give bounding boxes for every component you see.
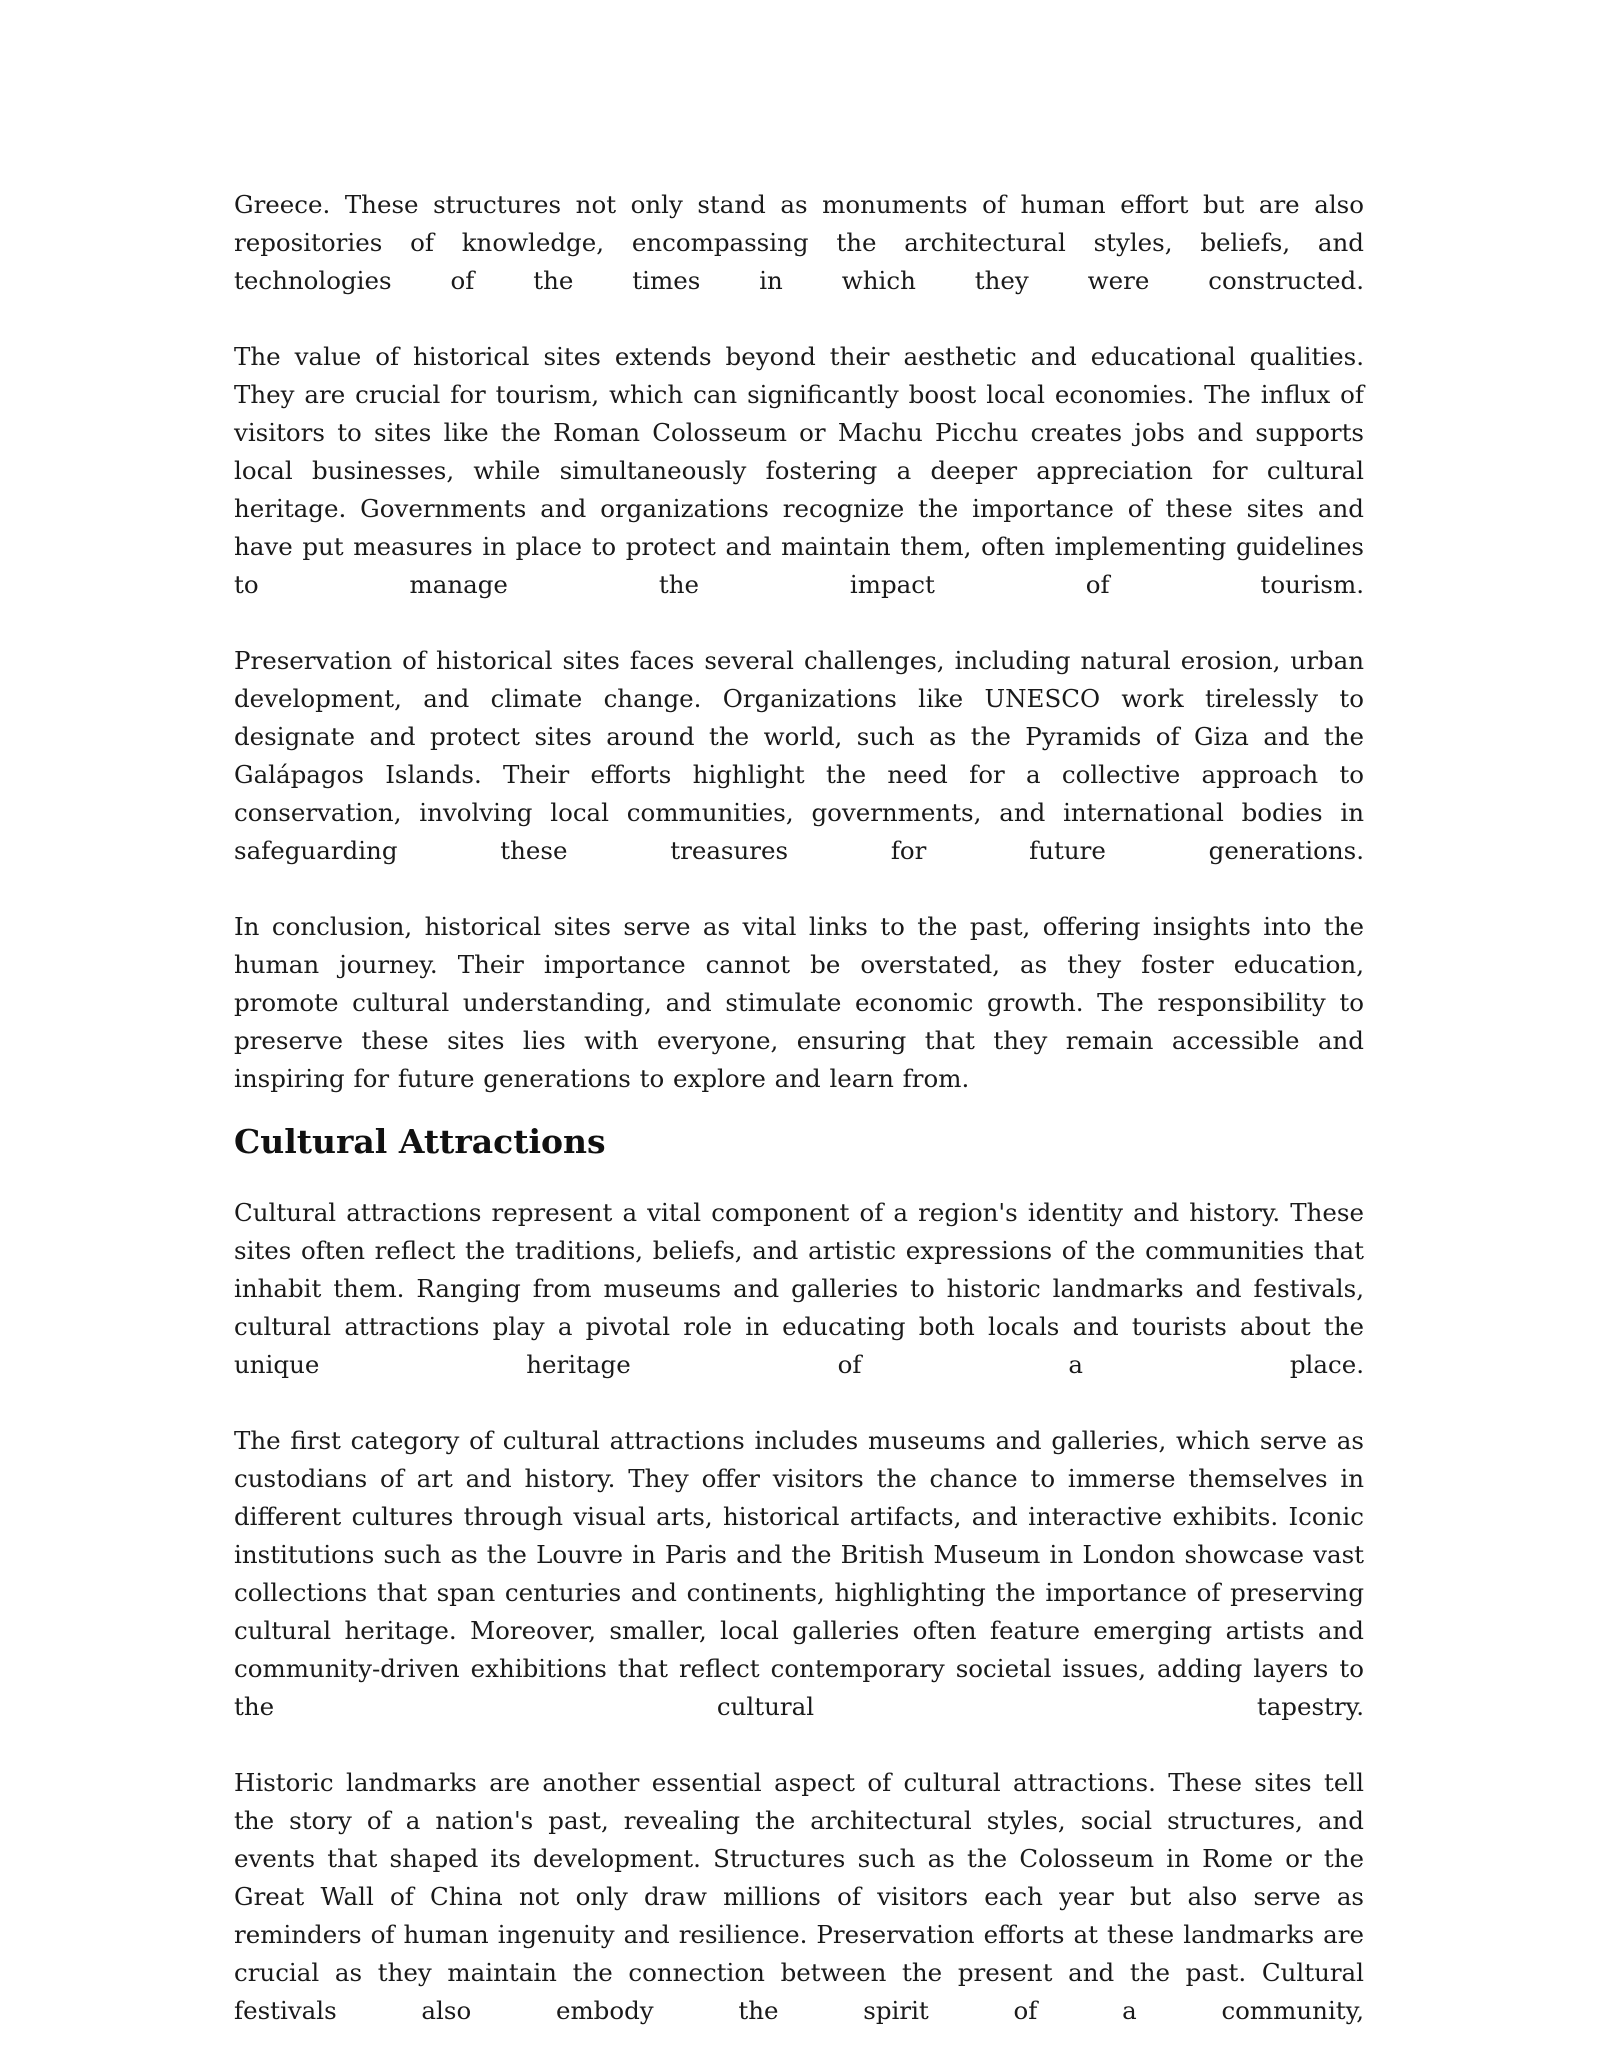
paragraph-historic-landmarks: Historic landmarks are another essential aspect of cultural attractions. These sites tell the story of a nation's past, revealing the architectural styles, social structures, and events that shaped its development. Structures such as the Colosseum in Rome or the Great Wall of China not only draw millions of visitors each year but also serve as reminders of human ingenuity and resilience. Preservation efforts at these landmarks are crucial as they maintain the connection between the present and the past. Cultural festivals also embody the spirit of a community,: [234, 1768, 1364, 2025]
paragraph-preservation: Preservation of historical sites faces several challenges, including natural erosion, urban development, and climate change. Organizations like UNESCO work tirelessly to designate and protect sites around the world, such as the Pyramids of Giza and the Galápagos Islands. Their efforts highlight the need for a collective approach to conservation, involving local communities, governments, and international bodies in safeguarding these treasures for future generations.: [234, 646, 1364, 865]
paragraph-greece-structures: Greece. These structures not only stand as monuments of human effort but are also repositories of knowledge, encompassing the architectural styles, beliefs, and technologies of the times in which they were constructed.: [234, 190, 1364, 295]
paragraph-conclusion: In conclusion, historical sites serve as vital links to the past, offering insights into the human journey. Their importance cannot be overstated, as they foster education, promote cultural understanding, and stimulate economic growth. The responsibility to preserve these sites lies with everyone, ensuring that they remain accessible and inspiring for future generations to explore and learn from.: [234, 912, 1364, 1093]
paragraph-value-of-sites: The value of historical sites extends beyond their aesthetic and educational qualities. They are crucial for tourism, which can significantly boost local economies. The influx of visitors to sites like the Roman Colosseum or Machu Picchu creates jobs and supports local businesses, while simultaneously fostering a deeper appreciation for cultural heritage. Governments and organizations recognize the importance of these sites and have put measures in place to protect and maintain them, often implementing guidelines to manage the impact of tourism.: [234, 342, 1364, 599]
paragraph-museums-galleries: The first category of cultural attractions includes museums and galleries, which serve as custodians of art and history. They offer visitors the chance to immerse themselves in different cultures through visual arts, historical artifacts, and interactive exhibits. Iconic institutions such as the Louvre in Paris and the British Museum in London showcase vast collections that span centuries and continents, highlighting the importance of preserving cultural heritage. Moreover, smaller, local galleries often feature emerging artists and community-driven exhibitions that reflect contemporary societal issues, adding layers to the cultural tapestry.: [234, 1426, 1364, 1721]
section-heading-cultural-attractions: Cultural Attractions: [234, 1122, 606, 1161]
paragraph-cultural-intro: Cultural attractions represent a vital component of a region's identity and history. These sites often reflect the traditions, beliefs, and artistic expressions of the communities that inhabit them. Ranging from museums and galleries to historic landmarks and festivals, cultural attractions play a pivotal role in educating both locals and tourists about the unique heritage of a place.: [234, 1198, 1364, 1379]
document-page: [234, 186, 1364, 2068]
